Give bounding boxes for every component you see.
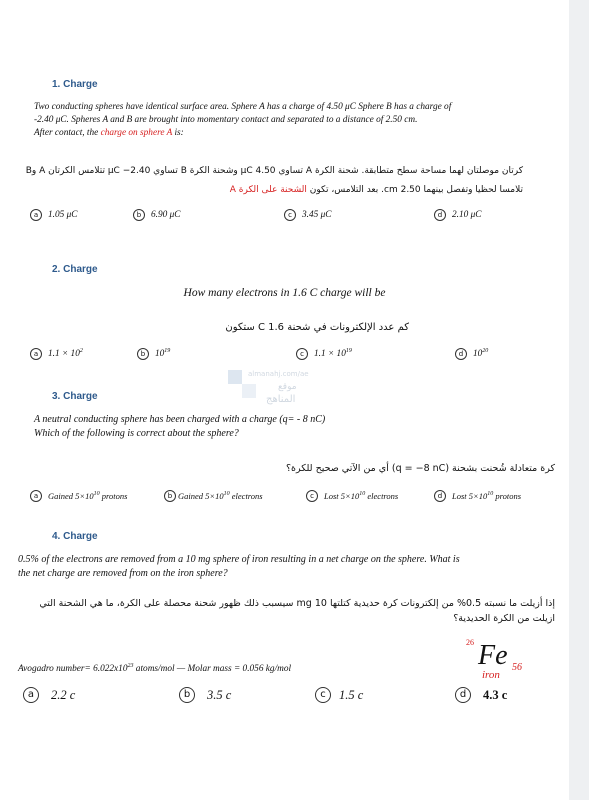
option-exponent: 20 <box>482 348 489 355</box>
q2-option-a[interactable] <box>30 348 83 360</box>
q2-heading: 2. Charge <box>52 264 98 275</box>
q1-option-d[interactable] <box>434 209 481 221</box>
q4-heading: 4. Charge <box>52 531 98 542</box>
q1-highlight: charge on sphere A <box>100 128 173 138</box>
option-exponent: 2 <box>79 348 83 355</box>
q2-options <box>0 348 569 362</box>
option-exponent: 10 <box>487 491 494 498</box>
q3-en-line1: A neutral conducting sphere has been charged with a charge (q= - 8 nC) <box>34 414 326 425</box>
element-symbol: Fe <box>478 640 508 671</box>
q1-ar-line2 <box>23 183 523 197</box>
constants-exponent: 23 <box>127 663 134 669</box>
option-circle-icon: d <box>434 490 446 502</box>
watermark-ar2: المناهج <box>266 394 296 405</box>
page-side-margin <box>569 0 589 800</box>
q1-option-c[interactable] <box>284 209 331 221</box>
option-circle-icon: c <box>306 490 318 502</box>
q1-heading: 1. Charge <box>52 79 98 90</box>
q4-option-c[interactable] <box>315 687 363 703</box>
q4-en-line2: the net charge are removed from on the iron sphere? <box>18 568 228 579</box>
q1-option-b[interactable] <box>133 209 180 221</box>
option-post: protons <box>99 491 128 501</box>
q2-option-c[interactable] <box>296 348 352 360</box>
option-text: 6.90 μC <box>151 210 181 220</box>
option-circle-icon: d <box>455 687 471 703</box>
q1-en-line3 <box>34 127 184 139</box>
watermark-url: almanahj.com/ae <box>248 370 309 378</box>
q4-option-d[interactable] <box>455 687 507 703</box>
q3-option-b[interactable] <box>164 490 263 502</box>
q4-options <box>0 687 569 705</box>
constants-post: atoms/mol — Molar mass = 0.056 kg/mol <box>133 664 292 675</box>
option-exponent: 10 <box>223 491 230 498</box>
option-pre: Lost 5×10 <box>324 491 360 501</box>
option-base: 10 <box>155 349 165 360</box>
option-text: 2.10 μC <box>452 210 482 220</box>
q2-ar-line: كم عدد الإلكترونات في شحنة 1.6 C ستكون <box>225 322 409 333</box>
option-circle-icon: a <box>23 687 39 703</box>
option-circle-icon: b <box>137 348 149 360</box>
q4-en-line1: 0.5% of the electrons are removed from a 10 mg sphere of iron resulting in a net charge on the sphere. What is <box>18 554 460 565</box>
option-exponent: 19 <box>345 348 352 355</box>
q3-heading: 3. Charge <box>52 391 98 402</box>
option-exponent: 10 <box>359 491 366 498</box>
option-base: 10 <box>473 349 483 360</box>
option-circle-icon: b <box>133 209 145 221</box>
option-text <box>473 348 488 359</box>
option-text <box>324 491 398 501</box>
q4-constants <box>18 660 291 675</box>
option-circle-icon: c <box>315 687 331 703</box>
option-circle-icon: b <box>179 687 195 703</box>
option-text <box>48 491 127 501</box>
option-base: 1.1 × 10 <box>48 349 80 360</box>
option-circle-icon: a <box>30 490 42 502</box>
option-text <box>155 348 170 359</box>
option-pre: Gained 5×10 <box>178 491 224 501</box>
option-text: 1.05 μC <box>48 210 78 220</box>
q1-en-line3-pre: After contact, the <box>34 128 101 138</box>
q1-options <box>0 209 569 223</box>
q1-ar-line1: كرتان موصلتان لهما مساحة سطح متطابقة. شحنة الكرة A تساوي 4.50 μC وشحنة الكرة B تساوي 2.40− μC تتلامس الكرتان A وB <box>25 166 523 176</box>
option-exponent: 10 <box>93 491 100 498</box>
option-text: 1.5 c <box>339 687 364 702</box>
q1-en-line1: Two conducting spheres have identical surface area. Sphere A has a charge of 4.50 μC Sphere B has a charge of <box>34 102 452 112</box>
q3-option-a[interactable] <box>30 490 127 502</box>
option-circle-icon: c <box>296 348 308 360</box>
q3-option-d[interactable] <box>434 490 521 502</box>
q1-option-a[interactable] <box>30 209 77 221</box>
option-text: 2.2 c <box>51 687 76 702</box>
element-name: iron <box>482 669 500 681</box>
watermark-ar1: موقع <box>278 382 297 392</box>
q3-options <box>0 490 569 504</box>
option-text <box>452 491 521 501</box>
element-mass: 56 <box>512 662 522 673</box>
iron-element-symbol <box>466 638 536 688</box>
option-pre: Lost 5×10 <box>452 491 488 501</box>
option-circle-icon: a <box>30 348 42 360</box>
option-text <box>178 491 263 501</box>
q2-option-b[interactable] <box>137 348 170 360</box>
option-circle-icon: a <box>30 209 42 221</box>
option-pre: Gained 5×10 <box>48 491 94 501</box>
q4-option-a[interactable] <box>23 687 75 703</box>
q1-ar-highlight: الشحنة على الكرة A <box>229 185 307 195</box>
option-circle-icon: d <box>455 348 467 360</box>
watermark-logo-block <box>242 384 256 398</box>
option-circle-icon: c <box>284 209 296 221</box>
option-text <box>314 348 352 359</box>
option-exponent: 19 <box>164 348 171 355</box>
q2-option-d[interactable] <box>455 348 488 360</box>
q3-en-line2: Which of the following is correct about the sphere? <box>34 428 239 439</box>
option-base: 1.1 × 10 <box>314 349 346 360</box>
q1-en-line3-post: is: <box>172 128 184 138</box>
option-post: electrons <box>365 491 399 501</box>
q1-en-line2: -2.40 μC. Spheres A and B are brought into momentary contact and separated to a distance of 2.50 cm. <box>34 115 418 125</box>
option-post: protons <box>493 491 522 501</box>
option-text <box>48 348 83 359</box>
q2-en-line: How many electrons in 1.6 C charge will be <box>183 287 386 299</box>
watermark-logo-block <box>228 370 242 384</box>
option-circle-icon: b <box>164 490 176 502</box>
option-circle-icon: d <box>434 209 446 221</box>
q3-option-c[interactable] <box>306 490 398 502</box>
option-text: 3.45 μC <box>302 210 332 220</box>
constants-pre: Avogadro number= 6.022x10 <box>18 664 128 675</box>
q3-ar-line: كرة متعادلة شُحنت بشحنة (q = −8 nC) أي من الآتي صحيح للكرة؟ <box>286 463 555 474</box>
option-post: electrons <box>229 491 263 501</box>
q4-ar-line2: ازيلت من الكرة الحديدية؟ <box>453 613 555 624</box>
q1-ar-line2-pre: تلامسا لحظيا وتفصل بينهما 2.50 cm. بعد التلامس، تكون <box>306 185 523 195</box>
element-atomic-number: 26 <box>466 638 474 647</box>
option-text: 4.3 c <box>483 687 508 702</box>
q4-option-b[interactable] <box>179 687 231 703</box>
q4-ar-line1: إذا أزيلت ما نسبته 0.5% من إلكترونات كرة حديدية كتلتها 10 mg سيسبب ذلك ظهور شحنة محصلة على الكرة، ما هي الشحنة التي <box>39 598 555 609</box>
option-text: 3.5 c <box>207 687 232 702</box>
